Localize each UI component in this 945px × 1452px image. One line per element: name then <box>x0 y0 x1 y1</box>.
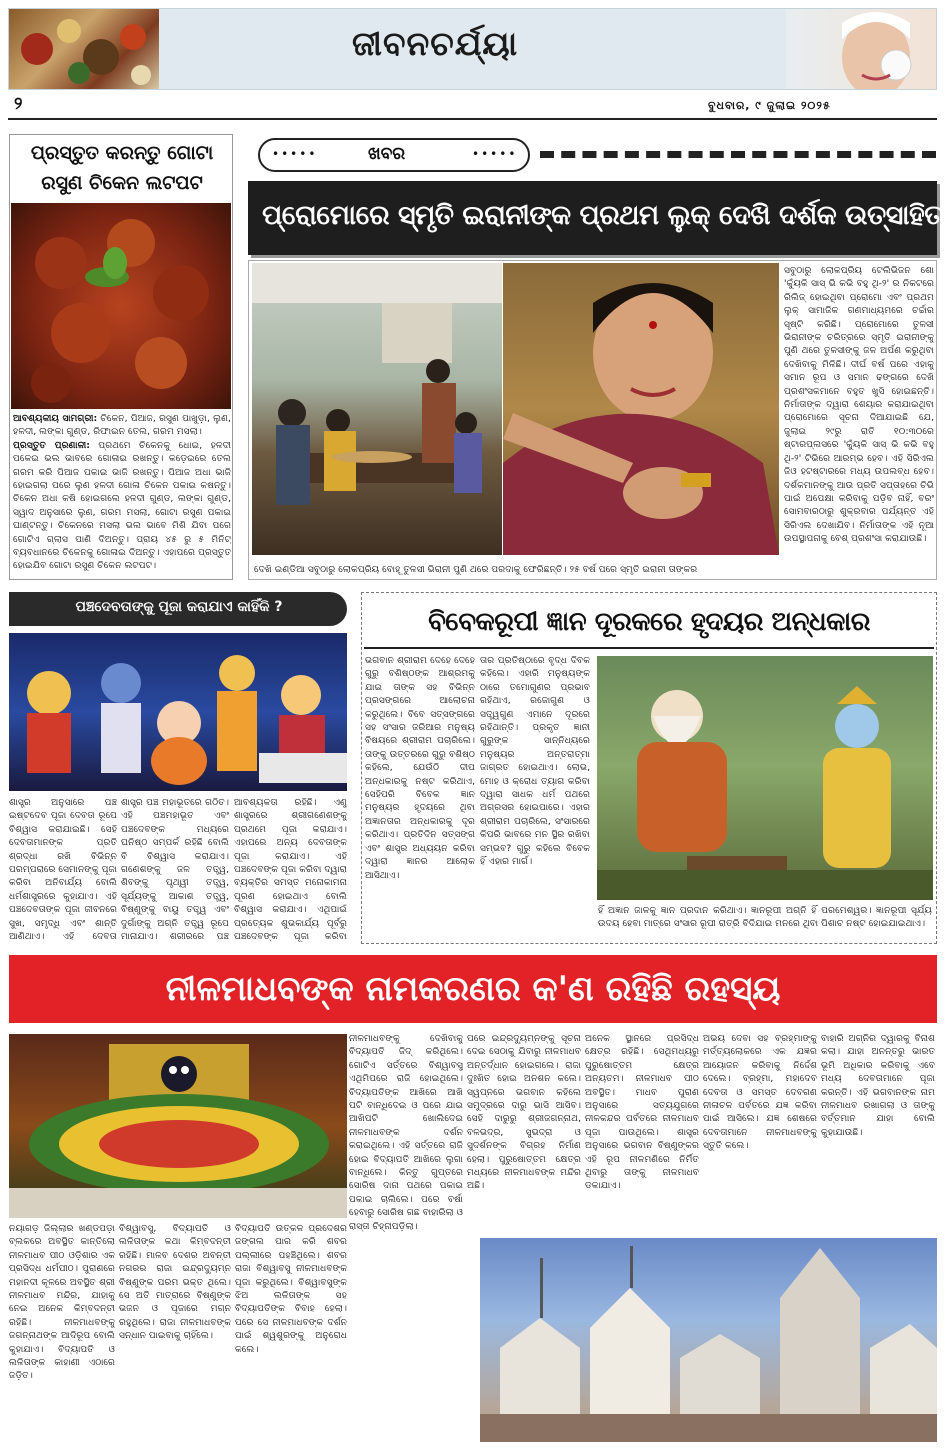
nilamadhaba-headline: ନୀଳମାଧବଙ୍କ ନାମକରଣର କ'ଣ ରହିଛି ରହସ୍ୟ <box>165 969 781 1009</box>
nilamadhaba-col-2: ପରେ ଇନ୍ଦ୍ରଦ୍ୟୁମ୍ନଙ୍କୁ ସୂଚନା ଦେଇ ସେଠାକୁ ଯିବାରୁ ନୀଳମାଧବ ଅନ୍ତର୍ଦ୍ଧାନ ହୋଇଗଲେ। ରାଜା ଦୁଃଖିତ ହୋଇ ଅନଶନ କଲେ। ସ୍ୱପ୍ନରେ ଭଗବାନ କହିଲେ ସମୁଦ୍ରରେ ଦାରୁ ଭାସି ଆସିବ। ସେହି ଦାରୁରୁ ଶ୍ରୀଜଗନ୍ନାଥ, ବଳଭଦ୍ର, ସୁଭଦ୍ରା ଓ ସୁଦର୍ଶନଙ୍କ ବିଗ୍ରହ ନିର୍ମାଣ ହେଲା। ପୁରୁଷୋତ୍ତମ କ୍ଷେତ୍ର ମଧ୍ୟରେ ନୀଳମାଧବଙ୍କ ମନ୍ଦିର ଅଛି। <box>467 1033 581 1192</box>
ingredients-text: ଚିକେନ, ପିଆଜ, ରସୁଣ ପାଖୁଡ଼ା, ଲୁଣ, ହଳଦୀ, ଲଙ୍କା ଗୁଣ୍ଡ, ରିଫାଇନ ତେଲ, ଗରମ ମସଲା। <box>13 413 231 438</box>
nilamadhaba-col-1: ନୀଳମାଧବଙ୍କୁ ଦେଖିବାକୁ ବିଦ୍ୟାପତି ଜିଦ୍ କରିଥିଲେ। ଗୋଟିଏ ସର୍ତ୍ତରେ ବିଶ୍ୱାବସୁ ଏଥିମିପରେ ରାଜି ହୋଇଥିଲେ। ବିଦ୍ୟାପତିଙ୍କ ଆଖିରେ ଆଖି ପଟି ବାନ୍ଧିଦେଇ ଓ ପରେ ଯାଇ ଆଖିପଟି ଖୋଲିଦେଇ ନୀଳମାଧବଙ୍କ ଦର୍ଶନ କରାଇଥିଲେ। ଏହି ସର୍ତ୍ତରେ ରାଜି ହୋଇ ବିଦ୍ୟାପତି ଆଖିରେ ଲୁଗା ବାନ୍ଧିଲେ। କିନ୍ତୁ ଗୁପ୍ତରେ ସୋରିଷ ଦାନା ପଥରେ ପକାଇ ପକାଇ ଚାଲିଲେ। ପରେ ବର୍ଷା ହେବାରୁ ସୋରିଷ ଗଛ ବାହାରିଲା ଓ ରାସ୍ତା ଚିହ୍ନାପଡ଼ିଲା। <box>349 1033 463 1232</box>
method-text: ପ୍ରଥମେ ଚିକେନକୁ ଧୋଇ, ହଳଦୀ ପକେଇ ଭଲ ଭାବରେ ଗୋଳାଇ ରଖନ୍ତୁ। କଡ଼େଇରେ ତେଲ ଗରମ କରି ପିଆଜ ପକାଇ ଭାଜି ରଖନ୍ତୁ। ପିଆଜ ଅଧା ଭାଜି ହୋଇଗଲା ପରେ ଲୁଣ ହଳଦୀ ଗୋଳା ଚିକେନ ପକାଇ କଷନ୍ତୁ। ଚିକେନ ଅଧା କଷି ହୋଇଗଲେ ହଳଦୀ ଗୁଣ୍ଡ, ଲଙ୍କା ଗୁଣ୍ଡ, ସ୍ୱାଦ ଅନୁସାରେ ଲୁଣ, ଗରମ ମସଲା, ଗୋଟା ରସୁଣ ପକାଇ ଘାଣ୍ଟନ୍ତୁ। ଚିକେନରେ ମସଲା ଭଲ ଭାବେ ମିଶି ଯିବା ପରେ ଗୋଟିଏ ଗ୍ଲାସ ପାଣି ଦିଅନ୍ତୁ। ପ୍ରାୟ ୪୫ ରୁ ୫ ମିନିଟ୍ ବ୍ୟବଧାନରେ ଚିକେନକୁ ଗୋଳାଇ ଦିଅନ୍ତୁ। ଏହାପରେ ପ୍ରସ୍ତୁତ ହୋଇଯିବ ଗୋଟା ରସୁଣ ଚିକେନ ଲଟପଟ। <box>13 439 231 572</box>
nilamadhaba-low-col-3: ବିଦ୍ୟାପତି ଉତ୍କଳ ପ୍ରଦେଶର ଜଙ୍ଗଲ ପାର କରି ଶବର ପଲ୍ଲୀରେ ପହଞ୍ଚିଥିଲେ। ଶବର ରାଜା ବିଶ୍ୱାବସୁ ନୀଳମାଧବଙ୍କ ପୂଜା କରୁଥିଲେ। ବିଶ୍ୱାବସୁଙ୍କ ଝିଅ ଲଳିତାଙ୍କ ସହ ବିଦ୍ୟାପତିଙ୍କ ବିବାହ ହେଲା। ପରେ ସେ ନୀଳମାଧବଙ୍କ ଦର୍ଶନ ପାଇଁ ଶ୍ୱଶୁରଙ୍କୁ ଅନୁରୋଧ କଲେ। <box>235 1223 347 1355</box>
recipe-body <box>13 412 231 578</box>
serial-scene-image <box>252 263 502 555</box>
nilamadhaba-col-4: ଅଭୟ ଦେବା ସହ ବ୍ରହ୍ମାଙ୍କୁ ମର୍ତ୍ତ୍ୟଲୋକରେ ଏକ ଯଜ୍ଞର ଆୟୋଜନ କରିବାକୁ ନିର୍ଦ୍ଦେଶ ଦେଲେ। ବ୍ରହ୍ମା, ମହାଦେବ ଦେବତା ଓ ସମସ୍ତ ଦେବଗଣ ନୀଳାଚଳ ପର୍ବତରେ ଯଜ୍ଞ କରିବା ପାଇଁ ଆସିଲେ। ଯଜ୍ଞ ଶେଷରେ ଦେବତାମାନେ ନୀଳମାଧବଙ୍କୁ ସ୍ତୁତି କଲେ। <box>703 1033 817 1152</box>
recipe-title: ପ୍ରସ୍ତୁତ କରନ୍ତୁ ଗୋଟା ରସୁଣ ଚିକେନ ଲଟପଟ <box>30 142 214 194</box>
dateline: ବୁଧବାର, ୯ ଜୁଲାଇ ୨୦୨୫ <box>708 99 831 112</box>
bibeka-col-2: ତାର ପ୍ରତିଷ୍ଠାରେ ବୃଦ୍ଧ ଦିବକ କହିଲେ। ଏହାରି ମନୁଷ୍ୟଙ୍କ ଠାରେ ତମୋଗୁଣର ପ୍ରଭାବ ରହିଥାଏ, ରଜୋଗୁଣ ଓ ସତ୍ତ୍ୱଗୁଣ ଏମାନେ ଦୂରରେ ରହିଥାନ୍ତି। ପ୍ରକୃତ ଜ୍ଞାନୀ ଗୁରୁଙ୍କ ସାନ୍ନିଧ୍ୟରେ ମନୁଷ୍ୟର ଅନ୍ତରାତ୍ମା ଜାଗ୍ରତ ହୋଇଥାଏ। ଲୋଭ, ମୋହ ଓ କ୍ରୋଧ ତ୍ୟାଗ କରିବା ଦ୍ୱାରା ସାଧକ ଧର୍ମ ପଥରେ ଅଗ୍ରସର ହୋଇପାରେ। ଏହାର ଶ୍ରୀରାମ ପଚାରିଲେ, ସଂସାରରେ କିପରି ଭାବରେ ମନ ସ୍ଥିର ରଖିବା ସମ୍ଭବ? ଗୁରୁ କହିଲେ ବିବେକ ହିଁ ଏହାର ମାର୍ଗ। <box>480 655 590 868</box>
panchadevata-col-2: ଶାସ୍ତ୍ର ପଞ୍ଚ ମହାଭୂତରେ ଗଠିତ। ଏହି ପଞ୍ଚମହାଭୂତ ଏବଂ ପଞ୍ଚଦେବଙ୍କ ମଧ୍ୟରେ ଘନିଷ୍ଠ ସମ୍ପର୍କ ରହିଛି ବୋଲି ବି ବିଶ୍ୱାସ କରାଯାଏ। ଗଣେଶଙ୍କୁ ଜଳ ତତ୍ତ୍ୱ, ଶିବଙ୍କୁ ପୃଥ୍ୱୀ ତତ୍ତ୍ୱ, ସୂର୍ଯ୍ୟଙ୍କୁ ଆକାଶ ତତ୍ତ୍ୱ, ବିଷ୍ଣୁଙ୍କୁ ବାୟୁ ତତ୍ତ୍ୱ ଏବଂ ଦୁର୍ଗାଙ୍କୁ ଅଗ୍ନି ତତ୍ତ୍ୱ ରୂପେ ମାନାଯାଏ। ଶରୀରରେ ପଞ୍ଚ <box>121 797 229 942</box>
bibeka-caption: ହିଁ ଅଜ୍ଞାନ ଜାଳକୁ ଜ୍ଞାନ ପ୍ରଦାନ କରିଥାଏ। ଜ୍ଞାନରୂପୀ ଅଗ୍ନି ହିଁ ପରମେଶ୍ୱର। ଜ୍ଞାନରୂପୀ ସୂର୍ଯ୍ୟ ଉଦୟ ହେବା ମାତ୍ରେ ସଂସାର ରୂପୀ ରାତ୍ରି ବିଦିଯାଇ ମନରେ ଥିବା ପିଶାଚ ନଷ୍ଟ ହୋଇଯାଇଥାଏ। <box>598 905 932 930</box>
masthead-spices-image <box>9 9 159 89</box>
khabar-dashed-rule <box>540 151 936 158</box>
khabar-label: ଖବର <box>368 144 406 164</box>
khabar-dots-left: ••••• <box>272 147 318 161</box>
panchadevata-col-3: ଆବଶ୍ୟକତା ରହିଛି। ଏଣୁ ଶାସ୍ତ୍ରରେ ଶ୍ରୀଗଣେଶଙ୍କୁ ପ୍ରଥମେ ପୂଜା କରାଯାଏ। ଏହାପରେ ଅନ୍ୟ ଦେବତାଙ୍କ ପୂଜା କରାଯାଏ। ଏହି ପଞ୍ଚଦେବଙ୍କ ପୂଜା କରିବା ଦ୍ୱାରା ବ୍ୟକ୍ତିର ସମସ୍ତ ମନୋକାମନା ପୂରଣ ହୋଇଥାଏ ବୋଲି ବିଶ୍ୱାସ କରାଯାଏ। ଏଥିପାଇଁ ପ୍ରତ୍ୟେକ ଶୁଭକାର୍ଯ୍ୟ ପୂର୍ବରୁ ପଞ୍ଚଦେବଙ୍କ ପୂଜା କରିବା <box>234 797 347 942</box>
ingredients-label: ଆବଶ୍ୟକୀୟ ସାମଗ୍ରୀ: <box>13 413 98 424</box>
smriti-headline: ପ୍ରୋମୋରେ ସ୍ମୃତି ଇରାନୀଙ୍କ ପ୍ରଥମ ଲୁକ୍ ଦେଖି ଦର୍ଶକ ଉତ୍ସାହିତ <box>262 200 944 231</box>
nilamadhaba-col-5: ବାହାରି ଅଗ୍ନିର ଦ୍ୱାରକୁ ବିନାଶ କଲା। ଯାହା ଅନନ୍ତରୁ ଭାରତ ଭୂମି ଅଧିକାର କରିବାକୁ ଏବେ ମଧ୍ୟ ଦେବତାମାନେ ପୂଜା କରନ୍ତି। ଏହି ଭଗବାନଙ୍କ ନାମ ନୀଳମାଧବ ରଖାଗଲା ଓ ତାଙ୍କୁ ବର୍ତ୍ତମାନ ଯାହା ବୋଲି କୁହାଯାଉଛି। <box>821 1033 935 1138</box>
smriti-irani-image <box>503 263 779 555</box>
bibeka-rule <box>364 647 934 649</box>
nilamadhaba-col-3: ଅନେକ ସ୍ଥାନରେ ପ୍ରସିଦ୍ଧ କ୍ଷେତ୍ର ରହିଛି। ସେଥିମଧ୍ୟରୁ ପୁରୁଷୋତ୍ତମ କ୍ଷେତ୍ର ଅନ୍ୟତମ। ନୀଳମାଧବ ପୀଠ ଅବସ୍ଥିତ। ମାଧବ ପୁରାଣ ଅନୁସାରେ ସତ୍ୟଯୁଗରେ ନୀଳକନ୍ଦର ପର୍ବତରେ ନୀଳମାଧବ ପୂଜା ପାଉଥିଲେ। ଶାସ୍ତ୍ର ଅନୁସାରେ ଭଗବାନ ବିଷ୍ଣୁଙ୍କର ଏହି ରୂପ ନୀଳମଣିରେ ନିର୍ମିତ ଥିବାରୁ ତାଙ୍କୁ ନୀଳମାଧବ ଡକାଯାଏ। <box>585 1033 699 1192</box>
khabar-pill <box>258 138 530 172</box>
header-rule <box>8 118 937 120</box>
khabar-dots-right: ••••• <box>472 147 518 161</box>
panchadevata-col-1: ଶାସ୍ତ୍ର ଅନୁସାରେ ପଞ୍ଚ ଇଷ୍ଟଦେବ ପୂଜା ଦେବତା ରୂପେ ବିଶ୍ୱାସ କରାଯାଇଛି। ସେହି ଦେବତାମାନଙ୍କ ପ୍ରତି ଶ୍ରଦ୍ଧା ରଖି ବିଭିନ୍ନ ପରମ୍ପରାରେ ସେମାନଙ୍କୁ ପୂଜା କରିବା ଅନିବାର୍ଯ୍ୟ ବୋଲି ଧର୍ମଶାସ୍ତ୍ରରେ କୁହାଯାଏ। ଏହି ପଞ୍ଚଦେବତାଙ୍କ ପୂଜା ଜୀବନରେ ସୁଖ, ସମୃଦ୍ଧି ଏବଂ ଶାନ୍ତି ଆଣିଥାଏ। ଏହି ଦେବତା <box>9 797 117 942</box>
masthead-title: ଜୀବନଚର୍ଯ୍ୟା <box>352 24 519 63</box>
smriti-body: ସବୁଠାରୁ ଲୋକପ୍ରିୟ ଟେଲିଭିଜନ ଶୋ 'କ୍ୟୁଁକି ସାସ୍ ଭି କଭି ବହୁ ଥି-୨' ର ନିକଟରେ ରିଲିଜ୍ ହୋଇଥିବା ପ୍ରୋମୋ ଏବଂ ପ୍ରଥମ ଲୁକ୍ ସାମାଜିକ ଗଣମାଧ୍ୟମରେ ଚର୍ଚ୍ଚାର ସୃଷ୍ଟି କରିଛି। ପ୍ରୋମୋରେ ତୁଳସୀ ଭିରାନୀଙ୍କ ଚରିତ୍ରରେ ସ୍ମୃତି ଇରାନୀଙ୍କୁ ପୁଣି ଥରେ ତୁଳସୀଙ୍କୁ ଜଳ ଅର୍ପଣ କରୁଥିବା ଦେଖିବାକୁ ମିଳିଛି। ଦୀର୍ଘ ବର୍ଷ ପରେ ଏହାକୁ ସମାନ ରୂପ ଓ ସମାନ ଢଙ୍ଗରେ ଦେଖି ପ୍ରଶଂସକମାନେ ବହୁତ ଖୁସି ହୋଇଛନ୍ତି। ନିର୍ମାତାଙ୍କ ଦ୍ୱାରା ଶେୟାର କରାଯାଇଥିବା ପ୍ରୋମୋରେ ସୂଚନା ଦିଆଯାଇଛି ଯେ, ଜୁଲାଇ ୨୯ରୁ ରାତି ୧୦:୩୦ରେ ଷ୍ଟାରପ୍ଲସରେ 'କ୍ୟୁଁକି ସାସ୍ ଭି କଭି ବହୁ ଥି-୨' ଟିଭିରେ ଆରମ୍ଭ ହେବ। ଏହି ସିରିଏଲ ଜିଓ ହଟଷ୍ଟାରରେ ମଧ୍ୟ ଉପଲବ୍ଧ ହେବ। ଦର୍ଶକମାନଙ୍କୁ ଆଉ ପ୍ରତି ସପ୍ତାହରେ ଚିଭି ପାଇଁ ଅପେକ୍ଷା କରିବାକୁ ପଡ଼ିବ ନାହିଁ, ବରଂ ସୋମବାରଠାରୁ ଶୁକ୍ରବାର ପର୍ଯ୍ୟନ୍ତ ଏହି ସିରିଏଲ ଦେଖାଯିବ। ନିର୍ମାତାଙ୍କ ଏହି ନୂଆ ଉପସ୍ଥାପନାକୁ ବେଶ୍ ପ୍ରଶଂସା କରାଯାଉଛି। <box>784 265 934 545</box>
rama-vashistha-image <box>597 656 933 900</box>
nilamadhaba-low-col-1: ନୟାଗଡ଼ ଜିଲ୍ଲାର ଖଣ୍ଡପଡ଼ା ବ୍ଲକରେ ଅବସ୍ଥିତ କାନ୍ତିଲୋ ନୀଳମାଧବ ପୀଠ ଓଡ଼ିଶାର ଏକ ପ୍ରସିଦ୍ଧ ଧର୍ମପୀଠ। ପୁରାଣରେ ମହାନଦୀ କୂଳରେ ଅବସ୍ଥିତ ଶ୍ରୀ ନୀଳମାଧବ ମନ୍ଦିର, ଯାହାକୁ ନେଇ ଅନେକ କିମ୍ବଦନ୍ତୀ ରହିଛି। ନୀଳମାଧବଙ୍କୁ ଜଗନ୍ନାଥଙ୍କ ଆଦିରୂପ ବୋଲି କୁହାଯାଏ। ବିଦ୍ୟାପତି ଓ ଲଳିତାଙ୍କ କାହାଣୀ ଏଠାରେ ଜଡ଼ିତ। <box>9 1223 115 1382</box>
chicken-dish-image <box>11 203 231 409</box>
bibeka-col-1: ଭଗବାନ ଶ୍ରୀରାମ ଦେହେ ଦେହେ ଗୁରୁ ବଶିଷ୍ଠଙ୍କ ଆଶ୍ରମକୁ ଯାଇ ତାଙ୍କ ସହ ବିଭିନ୍ନ ପ୍ରସଙ୍ଗରେ ଆଲୋଚନା କରୁଥିଲେ। ବିବେ ସତ୍ସଙ୍ଗରେ ସହ ସଂସାର ଜରିଆର ମନୁଷ୍ୟ ବିଷୟରେ ଶ୍ରୀରାମ ପଚାରିଲେ। ତାଙ୍କୁ ଉତ୍ତରରେ ଗୁରୁ ବଶିଷ୍ଠ କହିଲେ, ଯେଉଁଠି ଦୀପ ଅନ୍ଧକାରକୁ ନଷ୍ଟ କରିଥାଏ, ସେହିପରି ବିବେକ ଜ୍ଞାନ ମନୁଷ୍ୟର ହୃଦୟରେ ଥିବା ଅଜ୍ଞାନତାର ଅନ୍ଧକାରକୁ ଦୂର କରିଥାଏ। ପ୍ରତିଦିନ ସତ୍ସଙ୍ଗ ଏବଂ ଶାସ୍ତ୍ର ଅଧ୍ୟୟନ କରିବା ଦ୍ୱାରା ଜ୍ଞାନର ଆଲୋକ ଆସିଥାଏ। <box>365 655 475 881</box>
bibeka-headline: ବିବେକରୂପୀ ଜ୍ଞାନ ଦୂରକରେ ହୃଦୟର ଅନ୍ଧକାର <box>428 607 870 637</box>
page-number: ୨ <box>14 94 23 114</box>
method-label: ପ୍ରସ୍ତୁତ ପ୍ରଣାଳୀ: <box>13 439 90 451</box>
nilamadhaba-low-col-2: ବିଶ୍ୱାବସୁ, ବିଦ୍ୟାପତି ଓ ଲଳିତାଙ୍କ କଥା କିମ୍ବଦନ୍ତୀ ରହିଛି। ମାଳବ ଦେଶର ଅବନ୍ତୀ ନଗରର ରାଜା ଇନ୍ଦ୍ରଦ୍ୟୁମ୍ନ ବିଷ୍ଣୁଙ୍କ ପରମ ଭକ୍ତ ଥିଲେ। ସେ ଅତି ମାତ୍ରାରେ ବିଷ୍ଣୁଙ୍କ ଭଜନ ଓ ପୂଜାରେ ମଗ୍ନ ରହୁଥିଲେ। ରାଜା ନୀଳମାଧବଙ୍କ ସନ୍ଧାନ ପାଇବାକୁ ଚାହିଁଲେ। <box>119 1223 231 1342</box>
panchadevata-title: ପଞ୍ଚଦେବତାଙ୍କୁ ପୂଜା କରାଯାଏ କାହିଁକି ? <box>75 599 283 615</box>
masthead-model-image <box>786 9 936 89</box>
temple-image <box>480 1238 937 1442</box>
panchadevata-gods-image <box>9 633 347 791</box>
smriti-caption: ଦେଖି ଇଣ୍ଡିଆ ସବୁଠାରୁ ଲୋକପ୍ରିୟ ବୋହୂ ତୁଳସୀ ଭିରାନୀ ପୁଣି ଥରେ ପରଦାକୁ ଫେରିଛନ୍ତି। ୨୫ ବର୍ଷ ପରେ ସ୍ମୃତି ଇରାନୀ ତାଙ୍କର <box>254 564 698 575</box>
nilamadhaba-deity-image <box>9 1034 347 1218</box>
